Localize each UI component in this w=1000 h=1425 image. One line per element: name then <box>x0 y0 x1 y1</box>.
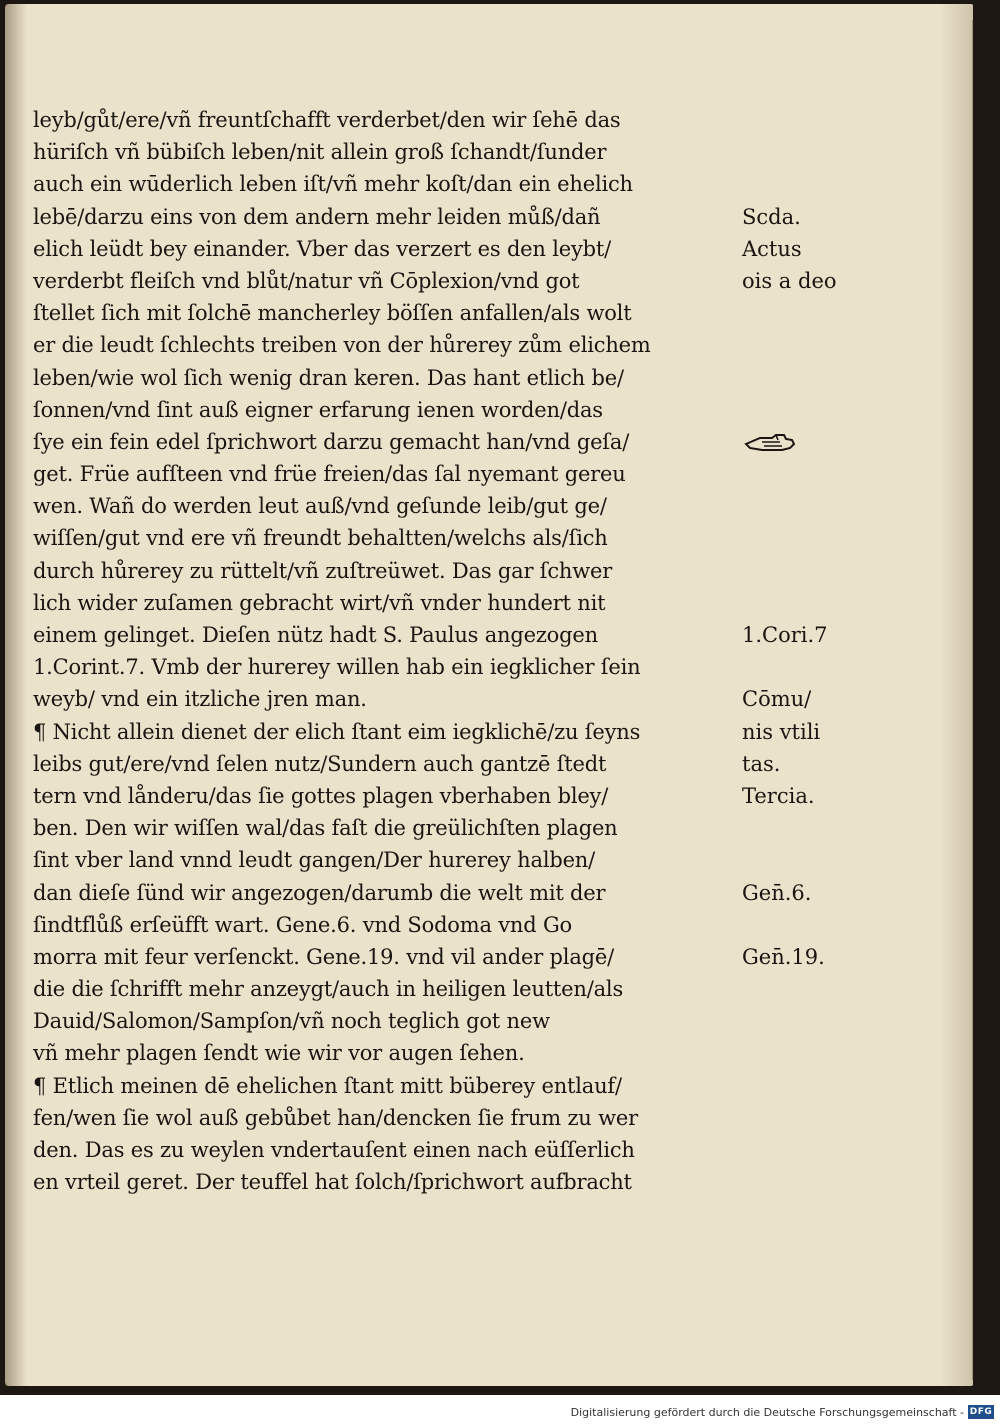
margin-note <box>742 329 862 361</box>
text-line: leibs gut/ere/vnd ſelen nutz/Sundern auch gantzē ſtedt <box>33 751 607 776</box>
text-line: lebē/darzu eins von dem andern mehr leiden můß/dañ <box>33 204 601 229</box>
margin-note <box>742 555 862 587</box>
text-line: ſye ein fein edel ſprichwort darzu gemacht han/vnd geſa/ <box>33 429 630 454</box>
text-line: ſtellet ſich mit ſolchē mancherley böſſen anfallen/als wolt <box>33 301 632 326</box>
text-line: elich leüdt bey einander. Vber das verzert es den leybt/ <box>33 236 611 261</box>
text-line: vñ mehr plagen ſendt wie wir vor augen ſehen. <box>33 1041 525 1066</box>
text-line: hüriſch vñ bübiſch leben/nit allein groß ſchandt/ſunder <box>33 140 607 165</box>
page-gutter-shadow <box>5 4 27 1386</box>
text-line: 1.Corint.7. Vmb der hurerey willen hab ein iegklicher ſein <box>33 655 641 680</box>
page-edge-mark <box>972 20 974 1380</box>
text-line: wen. Wañ do werden leut auß/vnd geſunde leib/gut ge/ <box>33 494 607 519</box>
margin-note <box>742 1070 862 1102</box>
text-line: morra mit feur verſenckt. Gene.19. vnd vil ander plagē/ <box>33 944 614 969</box>
text-line: get. Früe aufſteen vnd früe freien/das ſal nyemant gereu <box>33 462 626 487</box>
margin-note: ois a deo <box>742 268 837 293</box>
text-line: den. Das es zu weylen vndertauſent einen nach eüſſerlich <box>33 1138 635 1162</box>
page-edge-shadow <box>940 4 973 1386</box>
margin-note <box>742 362 862 394</box>
margin-note: Cōmu/ <box>742 687 812 712</box>
text-line: durch hůrerey zu rüttelt/vñ zuſtreüwet. Das gar ſchwer <box>33 558 613 583</box>
margin-note <box>742 104 862 136</box>
margin-note <box>742 973 862 1005</box>
margin-note <box>742 490 862 522</box>
text-line: ſonnen/vnd ſint auß eigner erfarung ienen worden/das <box>33 397 603 422</box>
text-line: er die leudt ſchlechts treiben von der hůrerey zům elichem <box>33 333 651 358</box>
margin-note: Gen̄.6. <box>742 880 812 905</box>
margin-note: nis vtili <box>742 719 821 744</box>
text-line: fen/wen ſie wol auß gebůbet han/dencken ſie frum zu wer <box>33 1105 638 1130</box>
margin-note <box>742 168 862 200</box>
margin-note <box>742 1005 862 1037</box>
margin-note: Actus <box>742 236 802 261</box>
margin-note <box>742 1166 862 1198</box>
text-line: tern vnd lånderu/das ſie gottes plagen vberhaben bley/ <box>33 783 609 808</box>
dfg-logo: DFG <box>969 1407 993 1417</box>
margin-note: 1.Cori.7 <box>742 623 828 647</box>
margin-note <box>742 1102 862 1134</box>
text-line: die die ſchrifft mehr anzeygt/auch in heiligen leutten/als <box>33 977 624 1002</box>
margin-note <box>742 136 862 168</box>
text-line: verderbt fleiſch vnd blůt/natur vñ Cōplexion/vnd got <box>33 268 580 293</box>
text-line: leben/wie wol ſich wenig dran keren. Das hant etlich be/ <box>33 365 624 390</box>
text-line: auch ein wūderlich leben iſt/vñ mehr koſt/dan ein ehelich <box>33 172 633 197</box>
margin-note <box>742 458 862 490</box>
margin-note <box>742 394 862 426</box>
text-line: leyb/gůt/ere/vñ freuntſchafft verderbet/den wir ſehē das <box>33 108 621 132</box>
margin-note <box>742 651 862 683</box>
text-line: ſint vber land vnnd leudt gangen/Der hurerey halben/ <box>33 848 596 873</box>
margin-note <box>742 812 862 844</box>
text-line: ¶ Nicht allein dienet der elich ſtant eim iegklichē/zu ſeyns <box>33 719 641 744</box>
margin-note <box>742 1037 862 1069</box>
margin-note: tas. <box>742 751 781 776</box>
text-line: dan dieſe ſünd wir angezogen/darumb die welt mit der <box>33 880 606 905</box>
funding-credit: Digitalisierung gefördert durch die Deutsche Forschungsgemeinschaft - <box>570 1406 964 1419</box>
text-line: ſindtflůß erſeüfft wart. Gene.6. vnd Sodoma vnd Go <box>33 912 572 937</box>
text-line: lich wider zuſamen gebracht wirt/vñ vnder hundert nit <box>33 590 606 615</box>
text-line: wiſſen/gut vnd ere vñ freundt behaltten/welchs als/ſich <box>33 526 608 551</box>
margin-note <box>742 1134 862 1166</box>
text-line: ¶ Etlich meinen dē ehelichen ſtant mitt büberey entlauf/ <box>33 1073 622 1098</box>
margin-note <box>742 844 862 876</box>
margin-note <box>742 522 862 554</box>
footer-bar <box>0 1395 1000 1425</box>
margin-note <box>742 909 862 941</box>
margin-note: Scda. <box>742 204 801 229</box>
margin-note: Gen̄.19. <box>742 944 825 969</box>
text-line: weyb/ vnd ein itzliche jren man. <box>33 687 367 712</box>
margin-note <box>742 587 862 619</box>
margin-note: Tercia. <box>742 783 815 808</box>
text-line: Dauid/Salomon/Sampſon/vñ noch teglich got new <box>33 1009 550 1034</box>
pointing-hand-icon <box>742 426 862 458</box>
text-line: ben. Den wir wiſſen wal/das faſt die greülichſten plagen <box>33 816 618 841</box>
margin-notes-column <box>742 104 862 1198</box>
text-line: einem gelinget. Dieſen nütz hadt S. Paulus angezogen <box>33 623 598 647</box>
text-line: en vrteil geret. Der teuffel hat ſolch/ſprichwort aufbracht <box>33 1170 632 1195</box>
manicule-icon <box>742 430 798 456</box>
body-text-column <box>33 104 733 1198</box>
margin-note <box>742 297 862 329</box>
